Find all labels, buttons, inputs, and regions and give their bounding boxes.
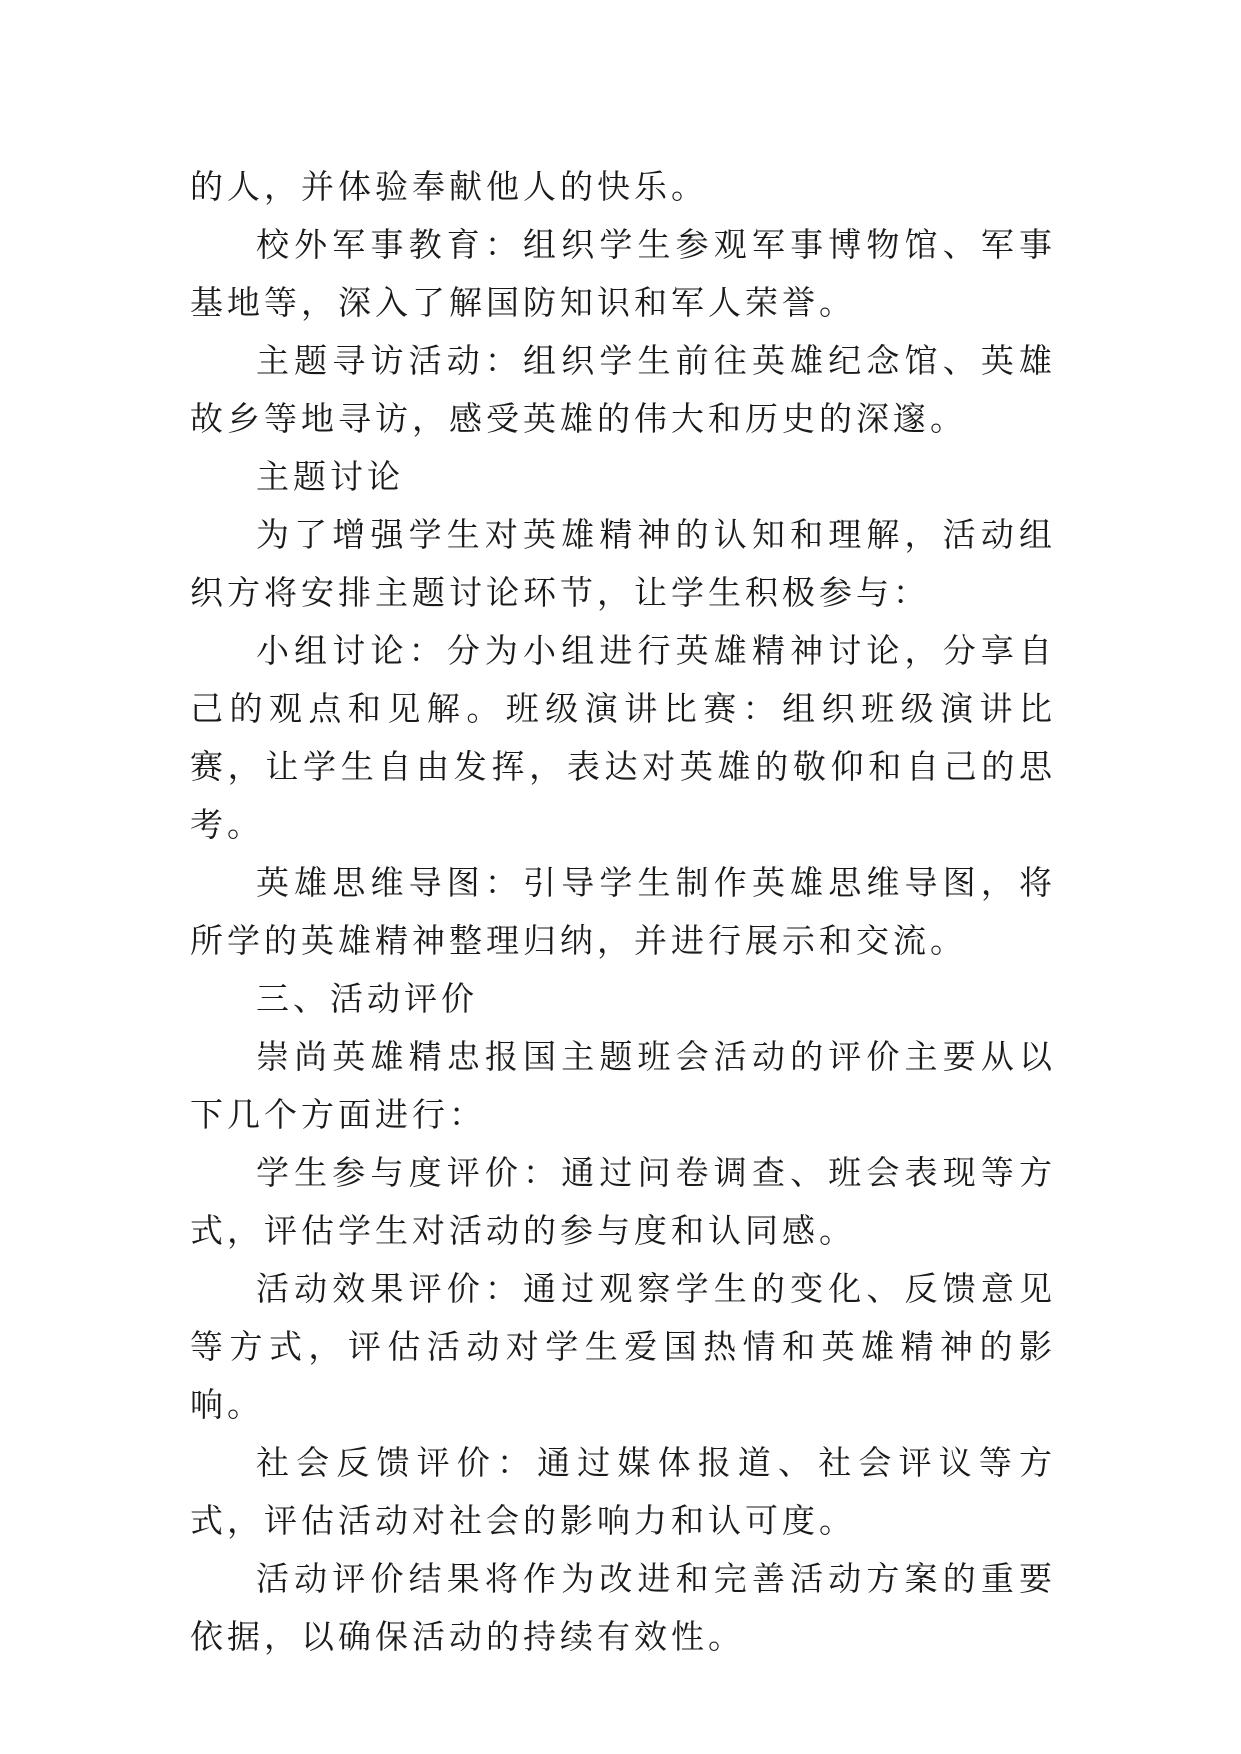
paragraph-military-education: 校外军事教育：组织学生参观军事博物馆、军事基地等，深入了解国防知识和军人荣誉。: [190, 225, 1056, 322]
paragraph-evaluation-conclusion: 活动评价结果将作为改进和完善活动方案的重要依据，以确保活动的持续有效性。: [190, 1559, 1056, 1656]
paragraph-evaluation-intro: 崇尚英雄精忠报国主题班会活动的评价主要从以下几个方面进行：: [190, 1037, 1056, 1134]
paragraph-group-discussion: 小组讨论：分为小组进行英雄精神讨论，分享自己的观点和见解。班级演讲比赛：组织班级演讲比赛，让学生自由发挥，表达对英雄的敬仰和自己的思考。: [190, 631, 1056, 844]
section-heading-evaluation: 三、活动评价: [256, 979, 478, 1018]
paragraph-mind-map: 英雄思维导图：引导学生制作英雄思维导图，将所学的英雄精神整理归纳，并进行展示和交流。: [190, 863, 1056, 960]
paragraph-discussion-intro: 为了增强学生对英雄精神的认知和理解，活动组织方将安排主题讨论环节，让学生积极参与：: [190, 515, 1056, 612]
paragraph-participation-evaluation: 学生参与度评价：通过问卷调查、班会表现等方式，评估学生对活动的参与度和认同感。: [190, 1153, 1056, 1250]
paragraph-continuation: 的人，并体验奉献他人的快乐。: [190, 167, 708, 206]
paragraph-effect-evaluation: 活动效果评价：通过观察学生的变化、反馈意见等方式，评估活动对学生爱国热情和英雄精神的影响。: [190, 1269, 1056, 1424]
document-body: [190, 158, 1056, 1666]
paragraph-theme-visit: 主题寻访活动：组织学生前往英雄纪念馆、英雄故乡等地寻访，感受英雄的伟大和历史的深邃。: [190, 341, 1056, 438]
section-heading-theme-discussion: 主题讨论: [256, 457, 404, 496]
paragraph-social-feedback: 社会反馈评价：通过媒体报道、社会评议等方式，评估活动对社会的影响力和认可度。: [190, 1443, 1056, 1540]
